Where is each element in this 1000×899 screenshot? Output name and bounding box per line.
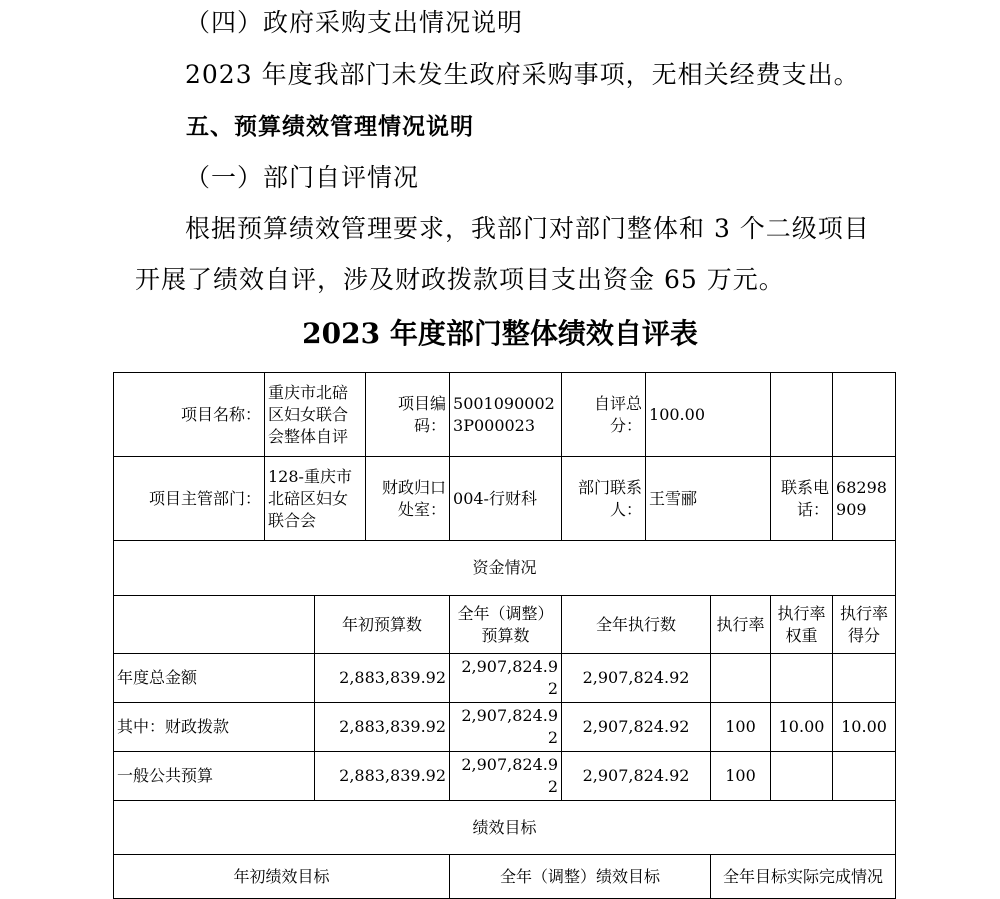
cell-score xyxy=(833,654,896,703)
table-row xyxy=(114,596,896,654)
cell-executed: 2,907,824.92 xyxy=(562,654,711,703)
dept-label: 项目主管部门： xyxy=(114,457,265,541)
row-label: 其中：财政拨款 xyxy=(114,703,315,752)
paragraph-self-eval-line2: 开展了绩效自评，涉及财政拨款项目支出资金 65 万元。 xyxy=(135,265,785,294)
cell-weight xyxy=(771,654,833,703)
cell-weight: 10.00 xyxy=(771,703,833,752)
cell-rate: 100 xyxy=(711,703,771,752)
project-code: 50010900023P000023 xyxy=(450,373,562,457)
cell-adjusted: 2,907,824.92 xyxy=(450,752,562,801)
contact: 王雪郦 xyxy=(646,457,771,541)
performance-table xyxy=(113,372,896,899)
col-header-initial-budget: 年初预算数 xyxy=(315,596,450,654)
funds-section-header: 资金情况 xyxy=(114,541,896,596)
table-row xyxy=(114,373,896,457)
row-label: 一般公共预算 xyxy=(114,752,315,801)
score-total: 100.00 xyxy=(646,373,771,457)
empty-cell xyxy=(114,596,315,654)
project-name-label: 项目名称： xyxy=(114,373,265,457)
table-row xyxy=(114,457,896,541)
contact-label: 部门联系人： xyxy=(562,457,646,541)
paragraph-subheading-4: （四）政府采购支出情况说明 xyxy=(185,8,524,37)
office: 004-行财科 xyxy=(450,457,562,541)
table-row xyxy=(114,752,896,801)
cell-rate xyxy=(711,654,771,703)
paragraph-procurement: 2023 年度我部门未发生政府采购事项，无相关经费支出。 xyxy=(185,60,860,89)
office-label: 财政归口处室： xyxy=(366,457,450,541)
cell-initial: 2,883,839.92 xyxy=(315,703,450,752)
cell-adjusted: 2,907,824.92 xyxy=(450,654,562,703)
empty-cell xyxy=(771,373,833,457)
project-name: 重庆市北碚区妇女联合会整体自评 xyxy=(265,373,366,457)
table-row xyxy=(114,801,896,855)
row-label: 年度总金额 xyxy=(114,654,315,703)
cell-rate: 100 xyxy=(711,752,771,801)
cell-initial: 2,883,839.92 xyxy=(315,752,450,801)
table-row xyxy=(114,541,896,596)
performance-section-header: 绩效目标 xyxy=(114,801,896,855)
paragraph-subheading-1: （一）部门自评情况 xyxy=(185,163,420,192)
col-header-rate-score: 执行率得分 xyxy=(833,596,896,654)
cell-executed: 2,907,824.92 xyxy=(562,703,711,752)
paragraph-self-eval-line1: 根据预算绩效管理要求，我部门对部门整体和 3 个二级项目 xyxy=(185,214,870,243)
col-header-exec-rate: 执行率 xyxy=(711,596,771,654)
table-title: 2023 年度部门整体绩效自评表 xyxy=(302,317,698,350)
col-header-executed: 全年执行数 xyxy=(562,596,711,654)
cell-weight xyxy=(771,752,833,801)
phone-label: 联系电话： xyxy=(771,457,833,541)
phone: 68298909 xyxy=(833,457,896,541)
col-header-adjusted-goal: 全年（调整）绩效目标 xyxy=(450,855,711,899)
project-code-label: 项目编码： xyxy=(366,373,450,457)
cell-score: 10.00 xyxy=(833,703,896,752)
cell-executed: 2,907,824.92 xyxy=(562,752,711,801)
col-header-adjusted-budget: 全年（调整）预算数 xyxy=(450,596,562,654)
score-total-label: 自评总分： xyxy=(562,373,646,457)
col-header-actual: 全年目标实际完成情况 xyxy=(711,855,896,899)
dept: 128-重庆市北碚区妇女联合会 xyxy=(265,457,366,541)
section-heading-5: 五、预算绩效管理情况说明 xyxy=(186,114,474,140)
col-header-rate-weight: 执行率权重 xyxy=(771,596,833,654)
cell-adjusted: 2,907,824.92 xyxy=(450,703,562,752)
cell-score xyxy=(833,752,896,801)
table-row xyxy=(114,654,896,703)
empty-cell xyxy=(833,373,896,457)
col-header-initial-goal: 年初绩效目标 xyxy=(114,855,450,899)
table-row xyxy=(114,855,896,899)
cell-initial: 2,883,839.92 xyxy=(315,654,450,703)
table-row xyxy=(114,703,896,752)
